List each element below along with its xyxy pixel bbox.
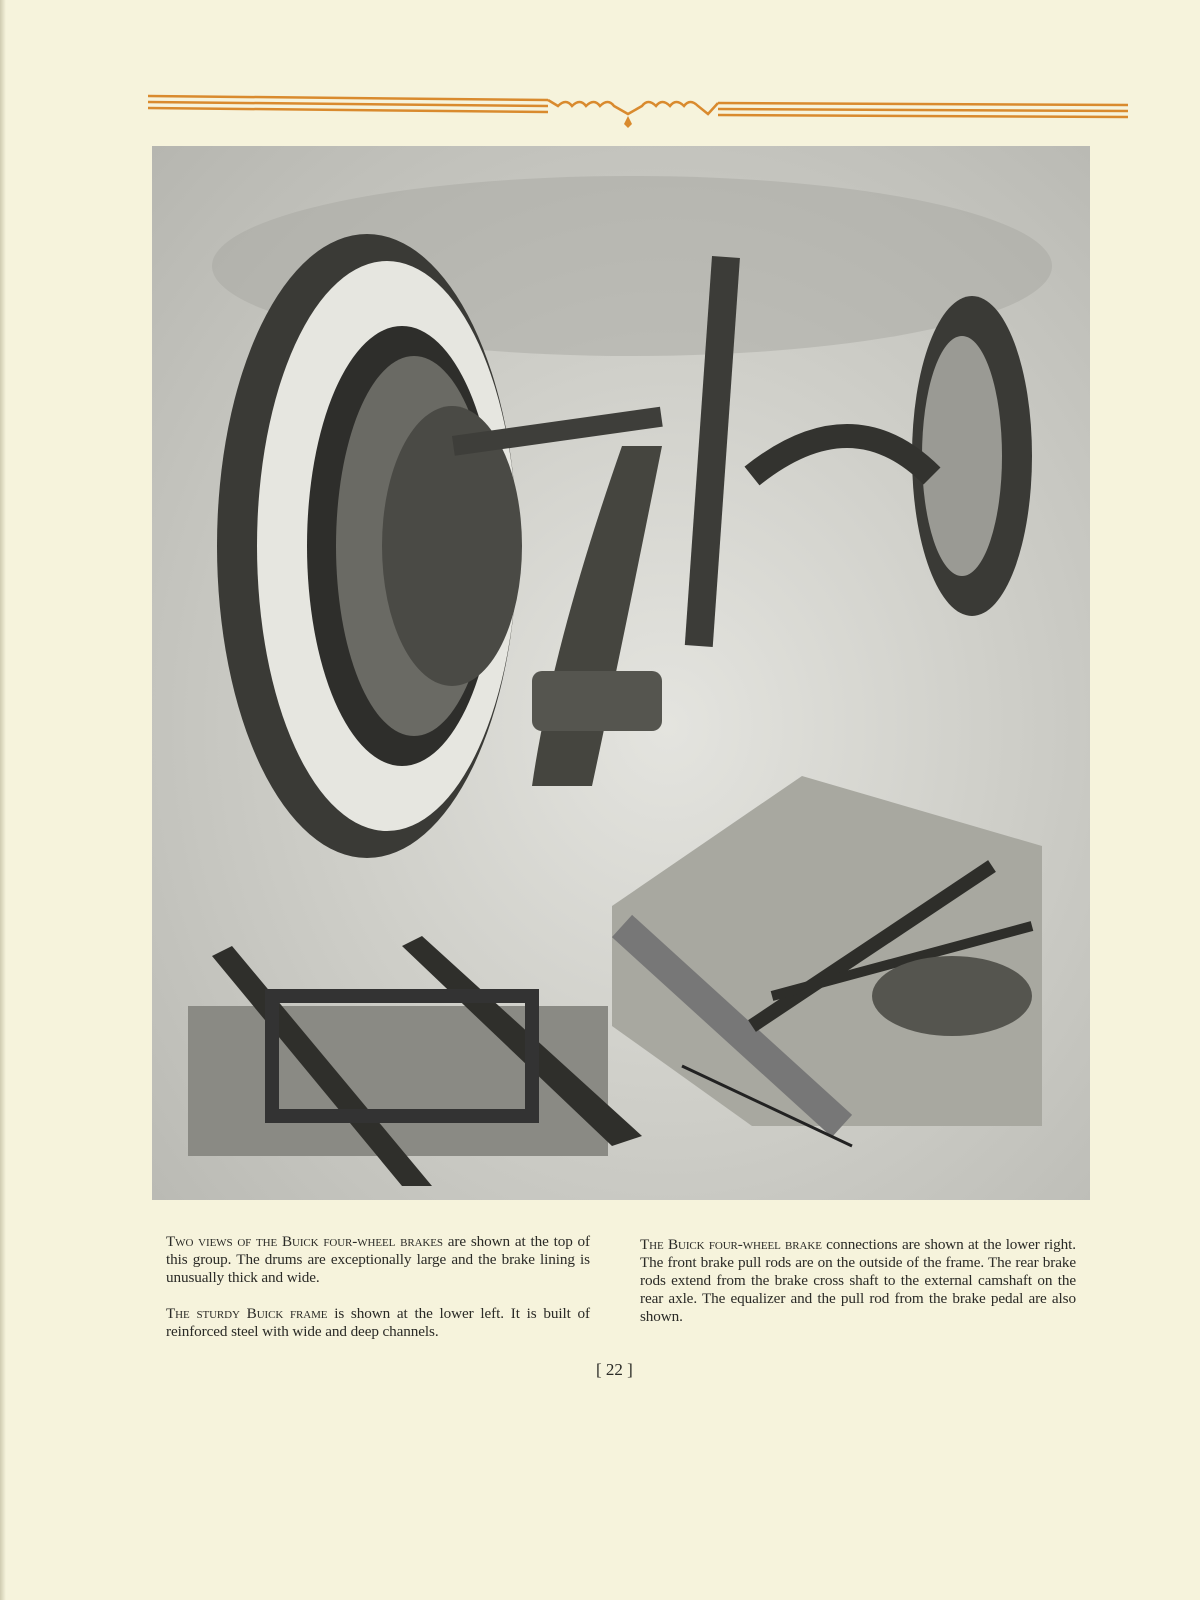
caption-connections-paragraph [640, 1236, 1076, 1326]
caption-lead: The sturdy Buick frame [166, 1305, 328, 1322]
brake-connections-drawing [612, 776, 1042, 1146]
caption-left [166, 1233, 590, 1359]
caption-right [640, 1236, 1076, 1344]
caption-brakes-paragraph [166, 1233, 590, 1287]
caption-text: is shown at the lower left. It is built of reinforced steel with wide and deep channels. [166, 1305, 590, 1340]
illustration-drawing [152, 146, 1090, 1200]
caption-lead: Two views of the Buick four-wheel brakes [166, 1233, 443, 1250]
brake-and-frame-illustration [152, 146, 1090, 1200]
caption-text: connections are shown at the lower right. The front brake pull rods are on the outside of the frame. The rear brake rods extend from the brake cross shaft to the external camshaft on the rear axle. The equalizer and the pull rod from the brake pedal are also shown. [640, 1236, 1076, 1325]
decorative-rule-ornament [148, 94, 1128, 130]
caption-text: are shown at the top of this group. The drums are exceptionally large and the brake lining is unusually thick and wide. [166, 1233, 590, 1286]
caption-lead: The Buick four-wheel brake [640, 1236, 822, 1253]
frame-drawing [188, 936, 642, 1186]
page-number: [ 22 ] [596, 1360, 633, 1379]
caption-frame-paragraph [166, 1305, 590, 1341]
page-edge [0, 0, 6, 1600]
